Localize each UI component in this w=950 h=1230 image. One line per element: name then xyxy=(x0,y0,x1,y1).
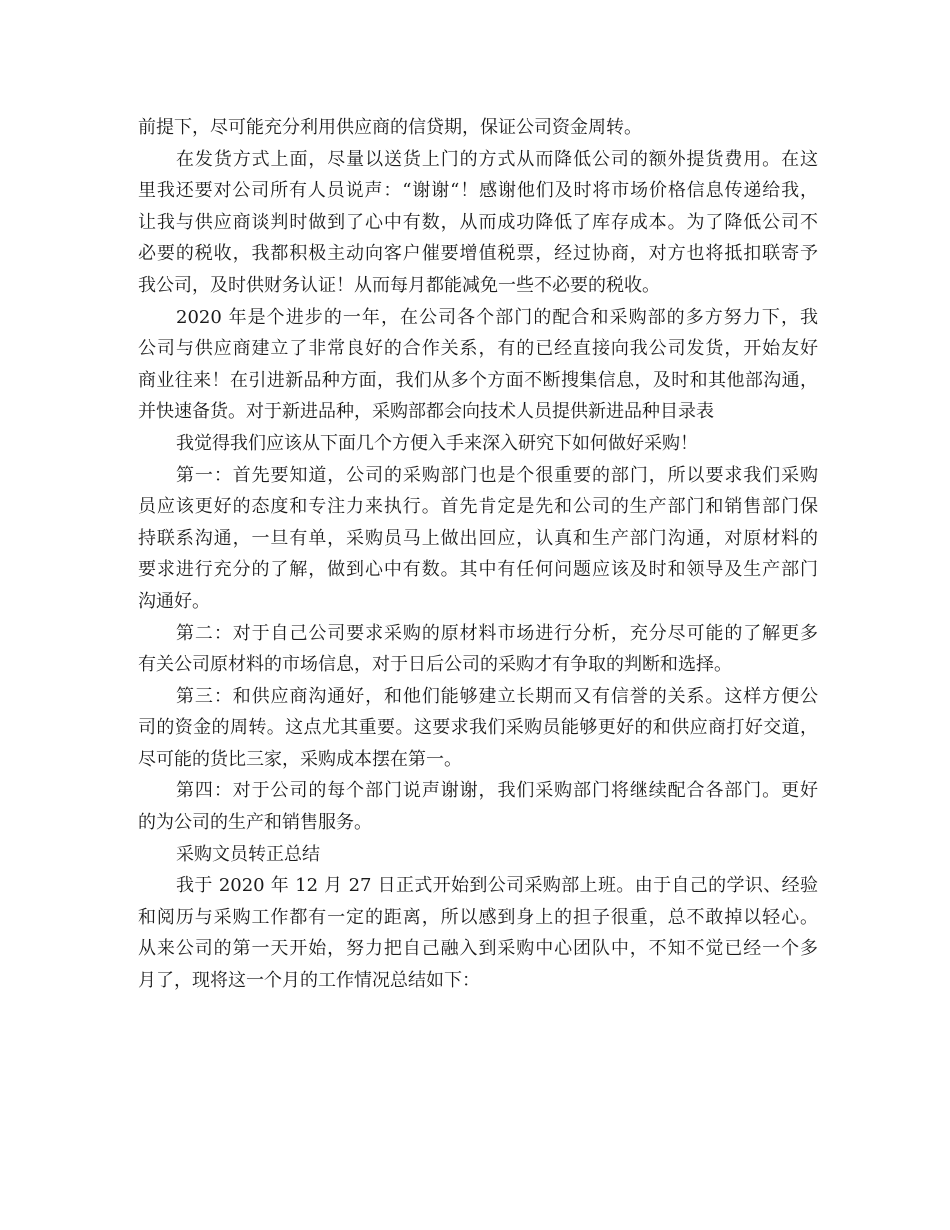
text-line: 商业往来！在引进新品种方面，我们从多个方面不断搜集信息，及时和其他部沟通， xyxy=(138,369,818,391)
text-line: 第四：对于公司的每个部门说声谢谢，我们采购部门将继续配合各部门。更好 xyxy=(176,780,818,802)
text-line: 里我还要对公司所有人员说声：“谢谢“！感谢他们及时将市场价格信息传递给我， xyxy=(138,180,818,202)
text-line: 月了，现将这一个月的工作情况总结如下： xyxy=(138,970,480,992)
paragraph xyxy=(138,839,818,871)
text-line: 2020 年是个进步的一年，在公司各个部门的配合和采购部的多方努力下，我 xyxy=(176,306,818,328)
paragraph xyxy=(138,775,818,838)
text-line: 沟通好。 xyxy=(138,590,210,612)
text-line: 采购文员转正总结 xyxy=(176,843,320,865)
paragraph xyxy=(138,112,818,144)
text-line: 和阅历与采购工作都有一定的距离，所以感到身上的担子很重，总不敢掉以轻心。 xyxy=(138,906,818,928)
text-line: 司的资金的周转。这点尤其重要。这要求我们采购员能够更好的和供应商打好交道， xyxy=(138,717,818,739)
text-line: 要求进行充分的了解，做到心中有数。其中有任何问题应该及时和领导及生产部门 xyxy=(138,559,818,581)
text-line: 从来公司的第一天开始，努力把自己融入到采购中心团队中，不知不觉已经一个多 xyxy=(138,938,818,960)
text-line: 第三：和供应商沟通好，和他们能够建立长期而又有信誉的关系。这样方便公 xyxy=(176,685,818,707)
paragraph xyxy=(138,302,818,428)
text-line: 我公司，及时供财务认证！从而每月都能减免一些不必要的税收。 xyxy=(138,274,660,296)
paragraph xyxy=(138,460,818,618)
paragraph xyxy=(138,870,818,996)
text-line: 我于 2020 年 12 月 27 日正式开始到公司采购部上班。由于自己的学识、经验 xyxy=(176,875,818,897)
text-line: 有关公司原材料的市场信息，对于日后公司的采购才有争取的判断和选择。 xyxy=(138,654,732,676)
paragraph xyxy=(138,681,818,776)
text-line: 持联系沟通，一旦有单，采购员马上做出回应，认真和生产部门沟通，对原材料的 xyxy=(138,527,818,549)
document-body xyxy=(138,112,818,997)
text-line: 公司与供应商建立了非常良好的合作关系，有的已经直接向我公司发货，开始友好 xyxy=(138,338,818,360)
paragraph xyxy=(138,144,818,302)
text-line: 必要的税收，我都积极主动向客户催要增值税票，经过协商，对方也将抵扣联寄予 xyxy=(138,243,818,265)
text-line: 员应该更好的态度和专注力来执行。首先肯定是先和公司的生产部门和销售部门保 xyxy=(138,496,818,518)
text-line: 尽可能的货比三家，采购成本摆在第一。 xyxy=(138,748,462,770)
text-line: 并快速备货。对于新进品种，采购部都会向技术人员提供新进品种目录表 xyxy=(138,401,714,423)
paragraph xyxy=(138,428,818,460)
text-line: 第二：对于自己公司要求采购的原材料市场进行分析，充分尽可能的了解更多 xyxy=(176,622,818,644)
text-line: 在发货方式上面，尽量以送货上门的方式从而降低公司的额外提货费用。在这 xyxy=(176,148,818,170)
paragraph xyxy=(138,618,818,681)
text-line: 第一：首先要知道，公司的采购部门也是个很重要的部门，所以要求我们采购 xyxy=(176,464,818,486)
text-line: 前提下，尽可能充分利用供应商的信贷期，保证公司资金周转。 xyxy=(138,117,642,138)
text-line: 的为公司的生产和销售服务。 xyxy=(138,812,372,834)
text-line: 让我与供应商谈判时做到了心中有数，从而成功降低了库存成本。为了降低公司不 xyxy=(138,211,818,233)
text-line: 我觉得我们应该从下面几个方便入手来深入研究下如何做好采购！ xyxy=(176,432,698,454)
